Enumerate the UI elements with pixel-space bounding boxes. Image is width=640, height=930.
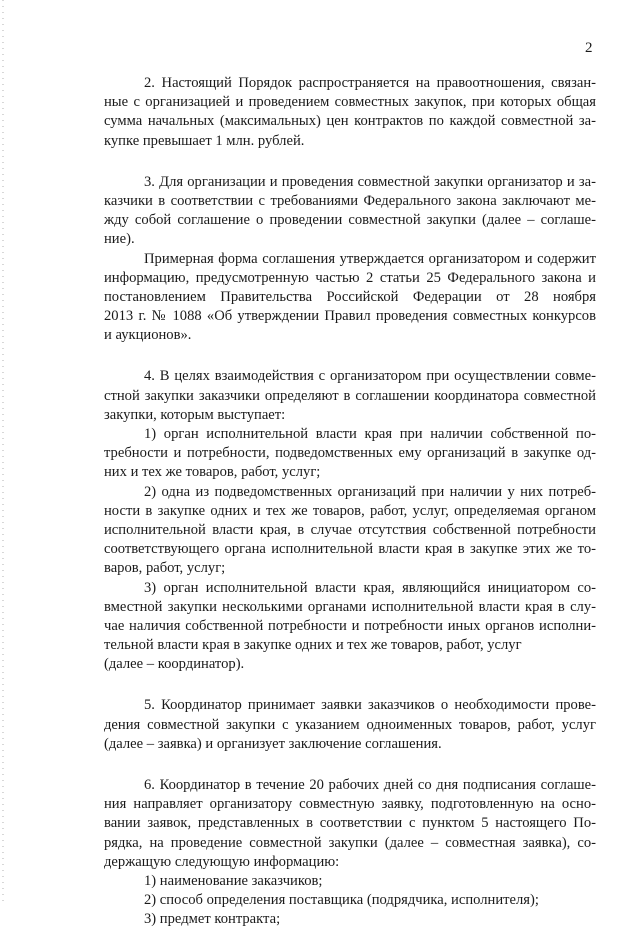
text-line: 4. В целях взаимодействия с организатором при осуществлении совме- bbox=[144, 368, 596, 385]
paragraph-6 bbox=[104, 776, 596, 872]
paragraph-2 bbox=[104, 74, 596, 151]
text-line: 5. Координатор принимает заявки заказчиков о необходимости прове- bbox=[144, 697, 596, 714]
list-item: 1) наименование заказчиков; bbox=[144, 872, 323, 889]
text-line: исполнительной власти края, в случае отсутствия собственной потребности bbox=[104, 521, 596, 538]
text-line: сумма начальных (максимальных) цен контрактов по каждой совместной за- bbox=[104, 113, 596, 130]
text-line: 2. Настоящий Порядок распространяется на правоотношения, связан- bbox=[144, 75, 596, 91]
paragraph-4-item-1 bbox=[104, 425, 596, 483]
text-line: 2013 г. № 1088 «Об утверждении Правил проведения совместных конкурсов bbox=[104, 308, 596, 325]
text-line: 1) орган исполнительной власти края при наличии собственной по- bbox=[144, 426, 596, 442]
page-number: 2 bbox=[585, 40, 593, 56]
text-line: стной закупки заказчики определяют в соглашении координатора совместной bbox=[104, 387, 596, 404]
text-line: постановлением Правительства Российской Федерации от 28 ноября bbox=[104, 288, 596, 305]
text-line: Примерная форма соглашения утверждается организатором и содержит bbox=[144, 250, 596, 267]
scan-margin-dots bbox=[2, 0, 4, 905]
text-line: варов, работ, услуг; bbox=[104, 560, 226, 577]
list-item: 2) способ определения поставщика (подрядчика, исполнителя); bbox=[144, 892, 539, 909]
paragraph-3 bbox=[104, 173, 596, 250]
text-line: чае наличия собственной потребности и потребности иных органов исполни- bbox=[104, 617, 596, 634]
text-line: ние). bbox=[104, 231, 135, 248]
text-line: ности в закупке одних и тех же товаров, работ, услуг, определяемая органом bbox=[104, 502, 596, 519]
paragraph-5 bbox=[104, 696, 596, 754]
paragraph-4-item-2 bbox=[104, 483, 596, 579]
text-line: требности и потребности, подведомственных ему организаций в закупке од- bbox=[104, 445, 596, 462]
text-line: 2) одна из подведомственных организаций при наличии у них потреб- bbox=[144, 483, 596, 500]
text-line: ния направляет организатору совместную заявку, подготовленную на осно- bbox=[104, 796, 596, 813]
paragraph-4 bbox=[104, 367, 596, 425]
text-line: (далее – координатор). bbox=[104, 656, 245, 673]
text-line: ные с организацией и проведением совместных закупок, при которых общая bbox=[104, 94, 596, 111]
text-line: рядка, на проведение совместной закупки (далее – совместная заявка), со- bbox=[104, 834, 596, 851]
text-line: жду собой соглашение о проведении совместной закупки (далее – соглаше- bbox=[104, 212, 596, 229]
text-line: них и тех же товаров, работ, услуг; bbox=[104, 464, 321, 481]
text-line: вании заявок, представленных в соответствии с пунктом 5 настоящего По- bbox=[104, 815, 596, 832]
paragraph-6-items bbox=[104, 872, 596, 930]
text-line: дения совместной закупки с указанием одноименных товаров, работ, услуг bbox=[104, 716, 596, 733]
text-line: информацию, предусмотренную частью 2 статьи 25 Федерального закона и bbox=[104, 269, 596, 286]
text-line: (далее – заявка) и организует заключение соглашения. bbox=[104, 735, 442, 752]
document-body bbox=[104, 74, 596, 930]
text-line: купке превышает 1 млн. рублей. bbox=[104, 132, 305, 149]
paragraph-4-item-3 bbox=[104, 579, 596, 675]
text-line: соответствующего органа исполнительной власти края в закупке этих же то- bbox=[104, 541, 596, 558]
list-item: 3) предмет контракта; bbox=[144, 911, 281, 928]
text-line: 3) орган исполнительной власти края, являющийся инициатором со- bbox=[144, 579, 596, 596]
text-line: и аукционов». bbox=[104, 327, 192, 344]
text-line: вместной закупки несколькими органами исполнительной власти края в слу- bbox=[104, 598, 596, 615]
text-line: закупки, которым выступает: bbox=[104, 406, 286, 423]
text-line: держащую следующую информацию: bbox=[104, 853, 340, 870]
text-line: 3. Для организации и проведения совместной закупки организатор и за- bbox=[144, 173, 596, 190]
paragraph-3-form bbox=[104, 250, 596, 346]
text-line: 6. Координатор в течение 20 рабочих дней со дня подписания соглаше- bbox=[144, 777, 596, 793]
text-line: тельной власти края в закупке одних и тех же товаров, работ, услуг bbox=[104, 637, 522, 654]
text-line: казчики в соответствии с требованиями Федерального закона заключают ме- bbox=[104, 192, 596, 209]
